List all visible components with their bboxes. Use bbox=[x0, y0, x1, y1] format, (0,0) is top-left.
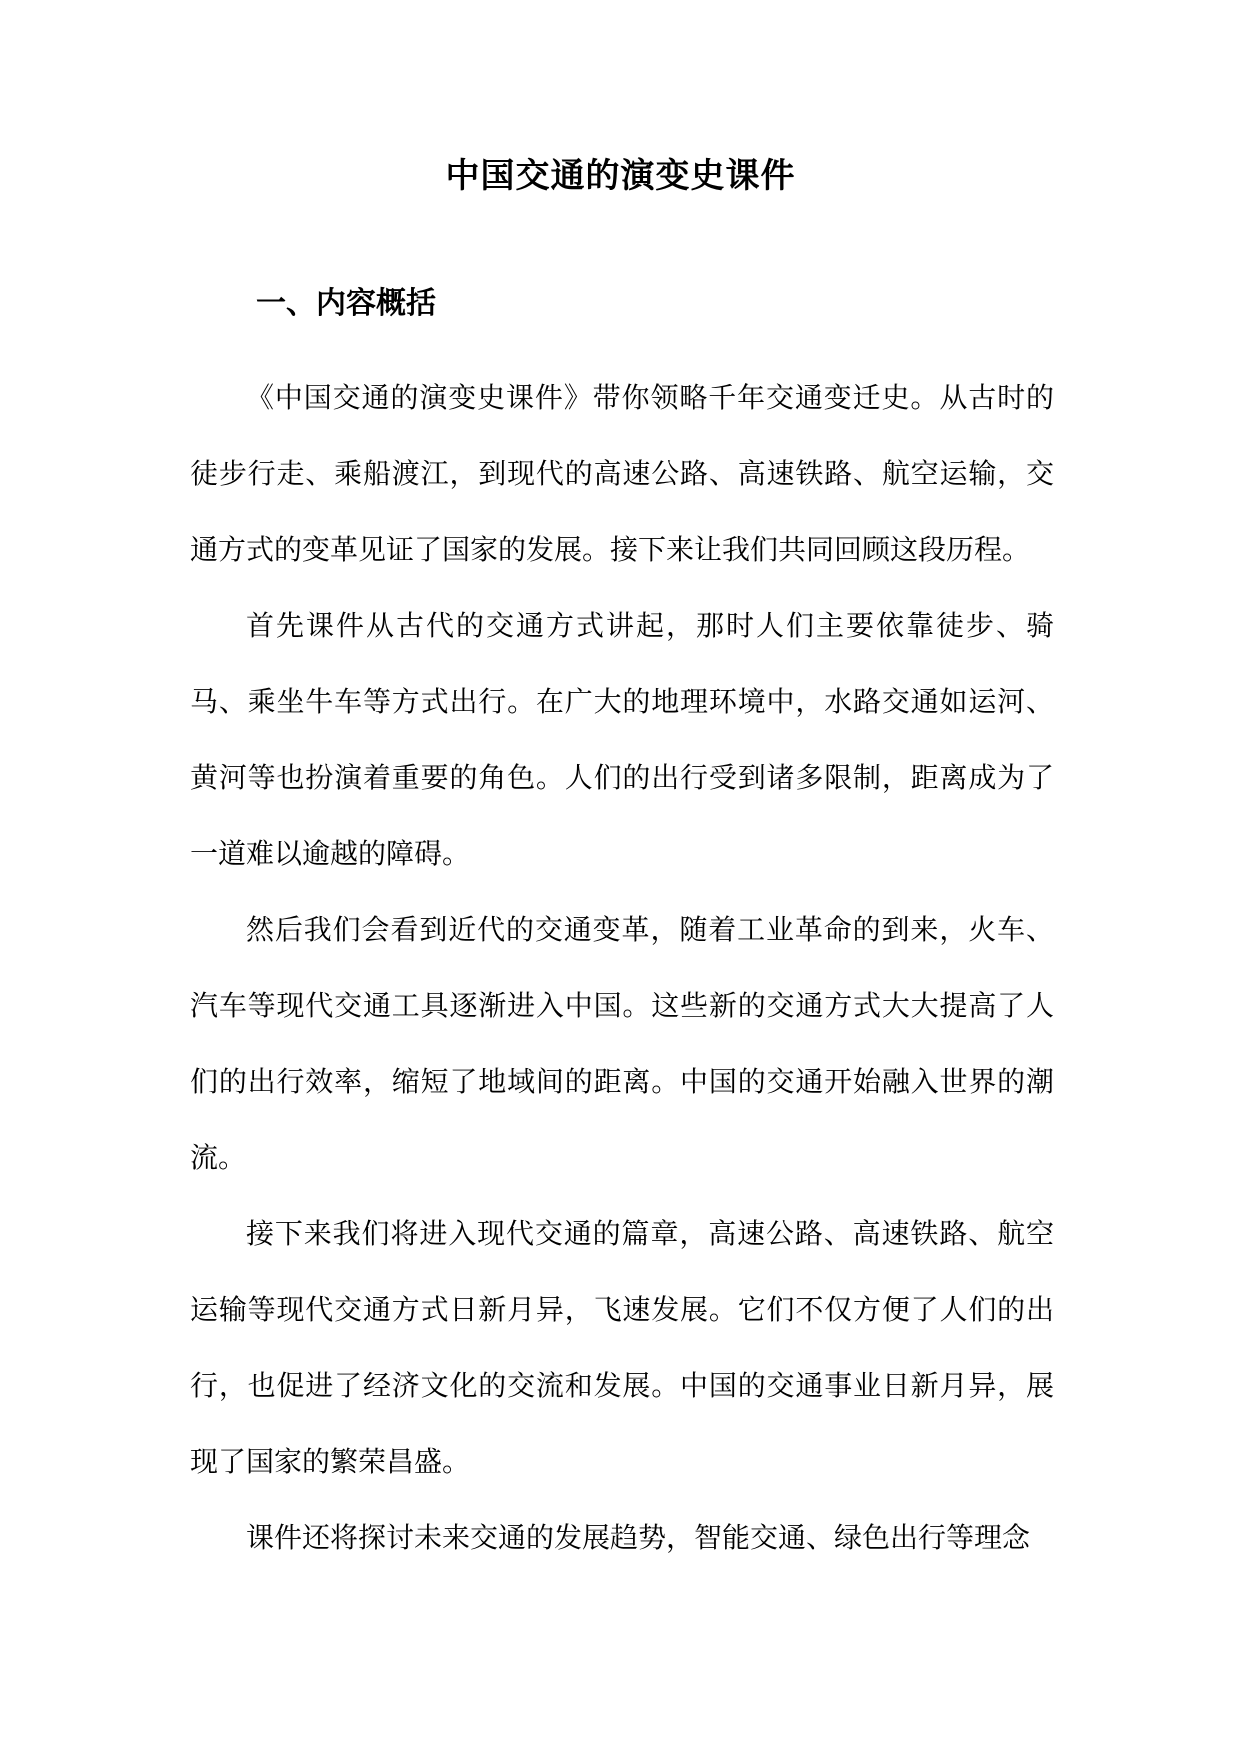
paragraph-5: 课件还将探讨未来交通的发展趋势，智能交通、绿色出行等理念 bbox=[246, 1521, 1031, 1554]
section-heading: 一、内容概括 bbox=[256, 286, 436, 321]
paragraph-2: 首先课件从古代的交通方式讲起，那时人们主要依靠徒步、骑马、乘坐牛车等方式出行。在广大的地理环境中，水路交通如运河、黄河等也扮演着重要的角色。人们的出行受到诸多限制，距离成为了一道难以逾越的障碍。 bbox=[190, 609, 1054, 870]
document-title: 中国交通的演变史课件 bbox=[445, 156, 796, 196]
paragraph-3: 然后我们会看到近代的交通变革，随着工业革命的到来，火车、汽车等现代交通工具逐渐进入中国。这些新的交通方式大大提高了人们的出行效率，缩短了地域间的距离。中国的交通开始融入世界的潮流。 bbox=[190, 913, 1054, 1174]
paragraph-4: 接下来我们将进入现代交通的篇章，高速公路、高速铁路、航空运输等现代交通方式日新月异，飞速发展。它们不仅方便了人们的出行，也促进了经济文化的交流和发展。中国的交通事业日新月异，展现了国家的繁荣昌盛。 bbox=[190, 1217, 1054, 1478]
document-body bbox=[190, 360, 1054, 1576]
paragraph-1: 《中国交通的演变史课件》带你领略千年交通变迁史。从古时的徒步行走、乘船渡江，到现代的高速公路、高速铁路、航空运输，交通方式的变革见证了国家的发展。接下来让我们共同回顾这段历程。 bbox=[190, 381, 1054, 566]
